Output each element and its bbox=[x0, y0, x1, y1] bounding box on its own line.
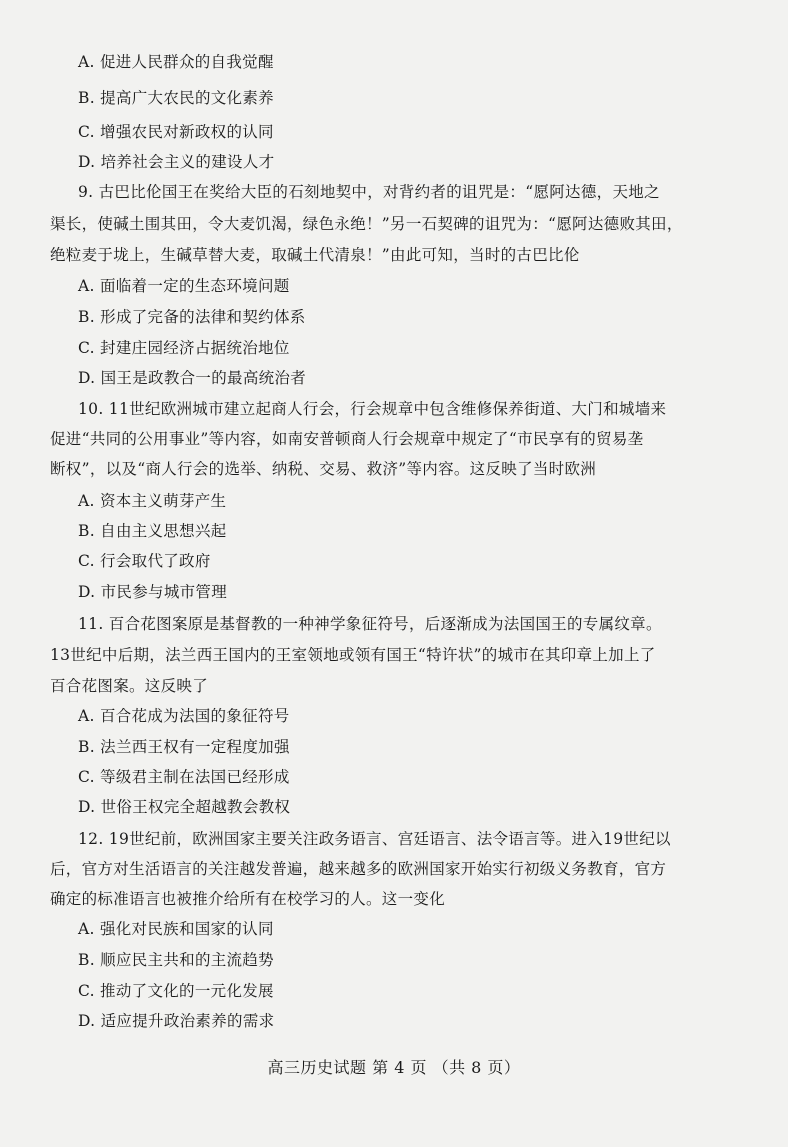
q8-option-a: A. 促进人民群众的自我觉醒 bbox=[78, 53, 274, 71]
q8-option-d: D. 培养社会主义的建设人才 bbox=[78, 153, 275, 171]
q12-stem-line-2: 后，官方对生活语言的关注越发普遍，越来越多的欧洲国家开始实行初级义务教育，官方 bbox=[50, 860, 667, 878]
q9-option-c: C. 封建庄园经济占据统治地位 bbox=[78, 339, 290, 357]
q12-stem-line-3: 确定的标准语言也被推介给所有在校学习的人。这一变化 bbox=[50, 890, 446, 908]
q10-stem-line-2: 促进“共同的公用事业”等内容，如南安普顿商人行会规章中规定了“市民享有的贸易垄 bbox=[50, 430, 644, 448]
q8-option-b: B. 提高广大农民的文化素养 bbox=[78, 89, 274, 107]
q9-stem-line-1: 9. 古巴比伦国王在奖给大臣的石刻地契中，对背约者的诅咒是：“愿阿达德，天地之 bbox=[78, 183, 660, 201]
q12-stem-line-1: 12. 19世纪前，欧洲国家主要关注政务语言、宫廷语言、法令语言等。进入19世纪以 bbox=[78, 830, 671, 848]
q10-option-a: A. 资本主义萌芽产生 bbox=[78, 492, 227, 510]
q11-stem-line-1: 11. 百合花图案原是基督教的一种神学象征符号，后逐渐成为法国国王的专属纹章。 bbox=[78, 615, 662, 633]
q11-option-c: C. 等级君主制在法国已经形成 bbox=[78, 768, 290, 786]
q12-option-a: A. 强化对民族和国家的认同 bbox=[78, 920, 274, 938]
q11-stem-line-3: 百合花图案。这反映了 bbox=[50, 677, 209, 695]
q10-option-b: B. 自由主义思想兴起 bbox=[78, 522, 227, 540]
q12-option-d: D. 适应提升政治素养的需求 bbox=[78, 1012, 275, 1030]
q11-option-b: B. 法兰西王权有一定程度加强 bbox=[78, 738, 290, 756]
q9-stem-line-3: 绝粒麦于垅上，生碱草替大麦，取碱土代清泉！”由此可知，当时的古巴比伦 bbox=[50, 246, 580, 264]
q10-option-d: D. 市民参与城市管理 bbox=[78, 583, 228, 601]
q12-option-b: B. 顺应民主共和的主流趋势 bbox=[78, 951, 274, 969]
q11-option-a: A. 百合花成为法国的象征符号 bbox=[78, 707, 290, 725]
q10-stem-line-3: 断权”，以及“商人行会的选举、纳税、交易、救济”等内容。这反映了当时欧洲 bbox=[50, 460, 597, 478]
q9-option-a: A. 面临着一定的生态环境问题 bbox=[78, 277, 290, 295]
q10-stem-line-1: 10. 11世纪欧洲城市建立起商人行会，行会规章中包含维修保养街道、大门和城墙来 bbox=[78, 400, 667, 418]
q9-stem-line-2: 渠长，使碱土围其田，令大麦饥渴，绿色永绝！”另一石契碑的诅咒为：“愿阿达德败其田， bbox=[50, 215, 683, 233]
q10-option-c: C. 行会取代了政府 bbox=[78, 552, 211, 570]
q11-stem-line-2: 13世纪中后期，法兰西王国内的王室领地或领有国王“特许状”的城市在其印章上加上了 bbox=[50, 646, 656, 664]
q12-option-c: C. 推动了文化的一元化发展 bbox=[78, 982, 274, 1000]
page-footer: 高三历史试题 第 4 页 （共 8 页） bbox=[267, 1058, 521, 1077]
q11-option-d: D. 世俗王权完全超越教会教权 bbox=[78, 798, 291, 816]
q8-option-c: C. 增强农民对新政权的认同 bbox=[78, 123, 274, 141]
q9-option-b: B. 形成了完备的法律和契约体系 bbox=[78, 308, 306, 326]
q9-option-d: D. 国王是政教合一的最高统治者 bbox=[78, 369, 307, 387]
